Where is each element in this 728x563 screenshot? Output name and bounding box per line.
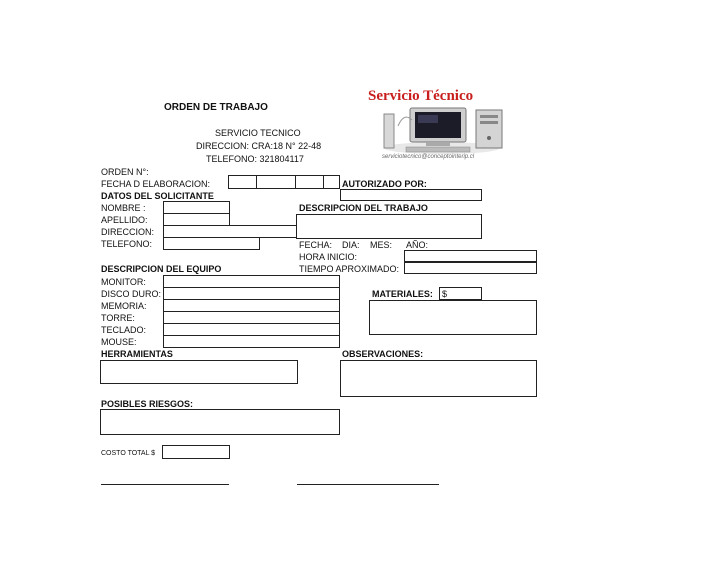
service-logo (368, 88, 512, 166)
total-cost-label: COSTO TOTAL $ (101, 450, 156, 457)
service-name: SERVICIO TECNICO (215, 128, 301, 138)
tower-label: TORRE: (101, 313, 135, 323)
memory-label: MEMORIA: (101, 301, 147, 311)
service-address: DIRECCION: CRA:18 N° 22-48 (196, 141, 322, 151)
work-day-label: DIA: (342, 240, 360, 250)
materials-field[interactable] (369, 300, 537, 335)
phone-label: TELEFONO: (101, 239, 153, 249)
address-label: DIRECCION: (101, 227, 155, 237)
observations-field[interactable] (340, 360, 537, 397)
risks-field[interactable] (100, 409, 340, 435)
materials-currency: $ (442, 289, 448, 299)
service-phone: TELEFONO: 321804117 (206, 154, 304, 164)
tools-label: HERRAMIENTAS (101, 349, 173, 359)
work-section-title: DESCRIPCION DEL TRABAJO (299, 203, 428, 213)
observations-label: OBSERVACIONES: (342, 349, 424, 359)
name-label: NOMBRE : (101, 203, 146, 213)
logo-email: serviciotecnico@conceptointerip.cl (382, 154, 475, 160)
page-title: ORDEN DE TRABAJO (164, 102, 268, 113)
work-date-label: FECHA: (299, 240, 333, 250)
keyboard-label: TECLADO: (101, 325, 147, 335)
authorized-label: AUTORIZADO POR: (342, 179, 427, 189)
date-divider (256, 175, 257, 188)
authorized-field[interactable] (340, 189, 482, 201)
surname-label: APELLIDO: (101, 215, 148, 225)
disk-label: DISCO DURO: (101, 289, 162, 299)
phone-field[interactable] (163, 237, 260, 250)
work-description-field[interactable] (296, 214, 482, 239)
work-year-label: AÑO: (406, 240, 429, 250)
equipment-section-title: DESCRIPCION DEL EQUIPO (101, 264, 222, 274)
materials-label: MATERIALES: (372, 289, 433, 299)
total-cost-field[interactable] (162, 445, 230, 459)
start-time-field[interactable] (404, 262, 537, 274)
signature-line (101, 484, 229, 485)
order-number-label: ORDEN N°: (101, 167, 149, 177)
start-time-label: HORA INICIO: (299, 252, 358, 262)
mouse-field[interactable] (163, 335, 340, 348)
date-divider (295, 175, 296, 188)
approx-time-label: TIEMPO APROXIMADO: (299, 264, 400, 274)
mouse-label: MOUSE: (101, 337, 137, 347)
date-label: FECHA D ELABORACION: (101, 179, 211, 189)
tools-field[interactable] (100, 360, 298, 384)
logo-brand: Servicio Técnico (368, 88, 474, 104)
work-date-field[interactable] (404, 250, 537, 262)
computer-illustration-icon (380, 106, 510, 154)
date-divider (323, 175, 324, 188)
risks-label: POSIBLES RIESGOS: (101, 399, 194, 409)
monitor-label: MONITOR: (101, 277, 146, 287)
signature-line (297, 484, 439, 485)
work-month-label: MES: (370, 240, 393, 250)
applicant-section-title: DATOS DEL SOLICITANTE (101, 191, 214, 201)
